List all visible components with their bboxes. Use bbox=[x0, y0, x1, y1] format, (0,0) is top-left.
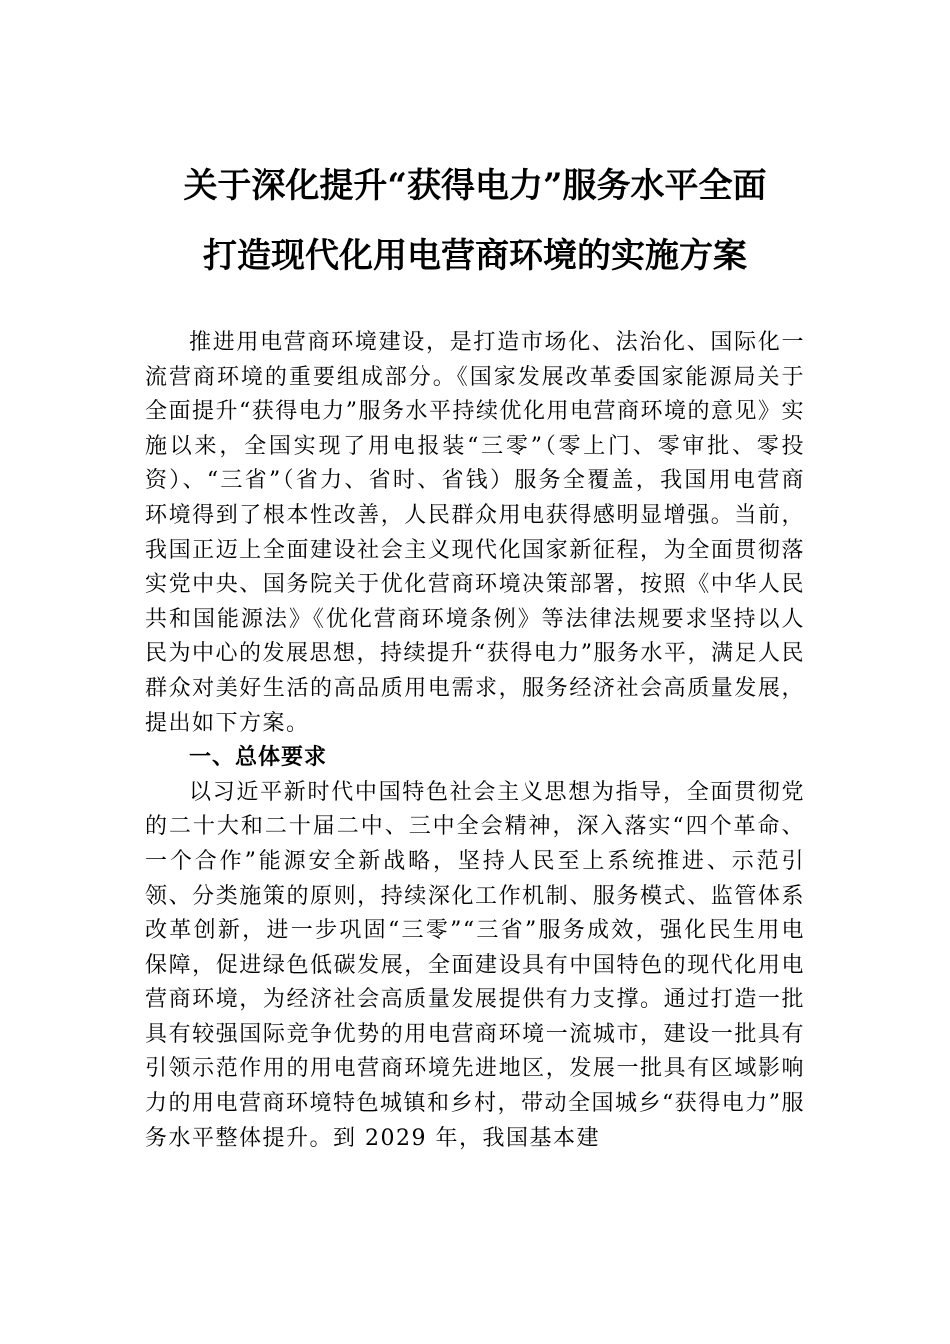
document-title-line-2: 打造现代化用电营商环境的实施方案 bbox=[203, 236, 747, 276]
document-body bbox=[145, 326, 805, 1156]
section-heading-general-requirements: 一、总体要求 bbox=[189, 745, 328, 771]
general-requirements-paragraph: 以习近平新时代中国特色社会主义思想为指导，全面贯彻党的二十大和二十届二中、三中全会精神，深入落实“四个革命、一个合作”能源安全新战略，坚持人民至上系统推进、示范引领、分类施策的原则，持续深化工作机制、服务模式、监管体系改革创新，进一步巩固“三零”“三省”服务成效，强化民生用电保障，促进绿色低碳发展，全面建设具有中国特色的现代化用电营商环境，为经济社会高质量发展提供有力支撑。通过打造一批具有较强国际竞争优势的用电营商环境一流城市，建设一批具有引领示范作用的用电营商环境先进地区，发展一批具有区域影响力的用电营商环境特色城镇和乡村，带动全国城乡“获得电力”服务水平整体提升。到 2029 年，我国基本建 bbox=[145, 779, 805, 1151]
intro-paragraph: 推进用电营商环境建设，是打造市场化、法治化、国际化一流营商环境的重要组成部分。《国家发展改革委国家能源局关于全面提升“获得电力”服务水平持续优化用电营商环境的意见》实施以来，全国实现了用电报装“三零”（零上门、零审批、零投资）、“三省”（省力、省时、省钱）服务全覆盖，我国用电营商环境得到了根本性改善，人民群众用电获得感明显增强。当前，我国正迈上全面建设社会主义现代化国家新征程，为全面贯彻落实党中央、国务院关于优化营商环境决策部署，按照《中华人民共和国能源法》《优化营商环境条例》等法律法规要求坚持以人民为中心的发展思想，持续提升“获得电力”服务水平，满足人民群众对美好生活的高品质用电需求，服务经济社会高质量发展，提出如下方案。 bbox=[145, 330, 805, 736]
document-title-line-1: 关于深化提升“获得电力”服务水平全面 bbox=[183, 166, 767, 206]
